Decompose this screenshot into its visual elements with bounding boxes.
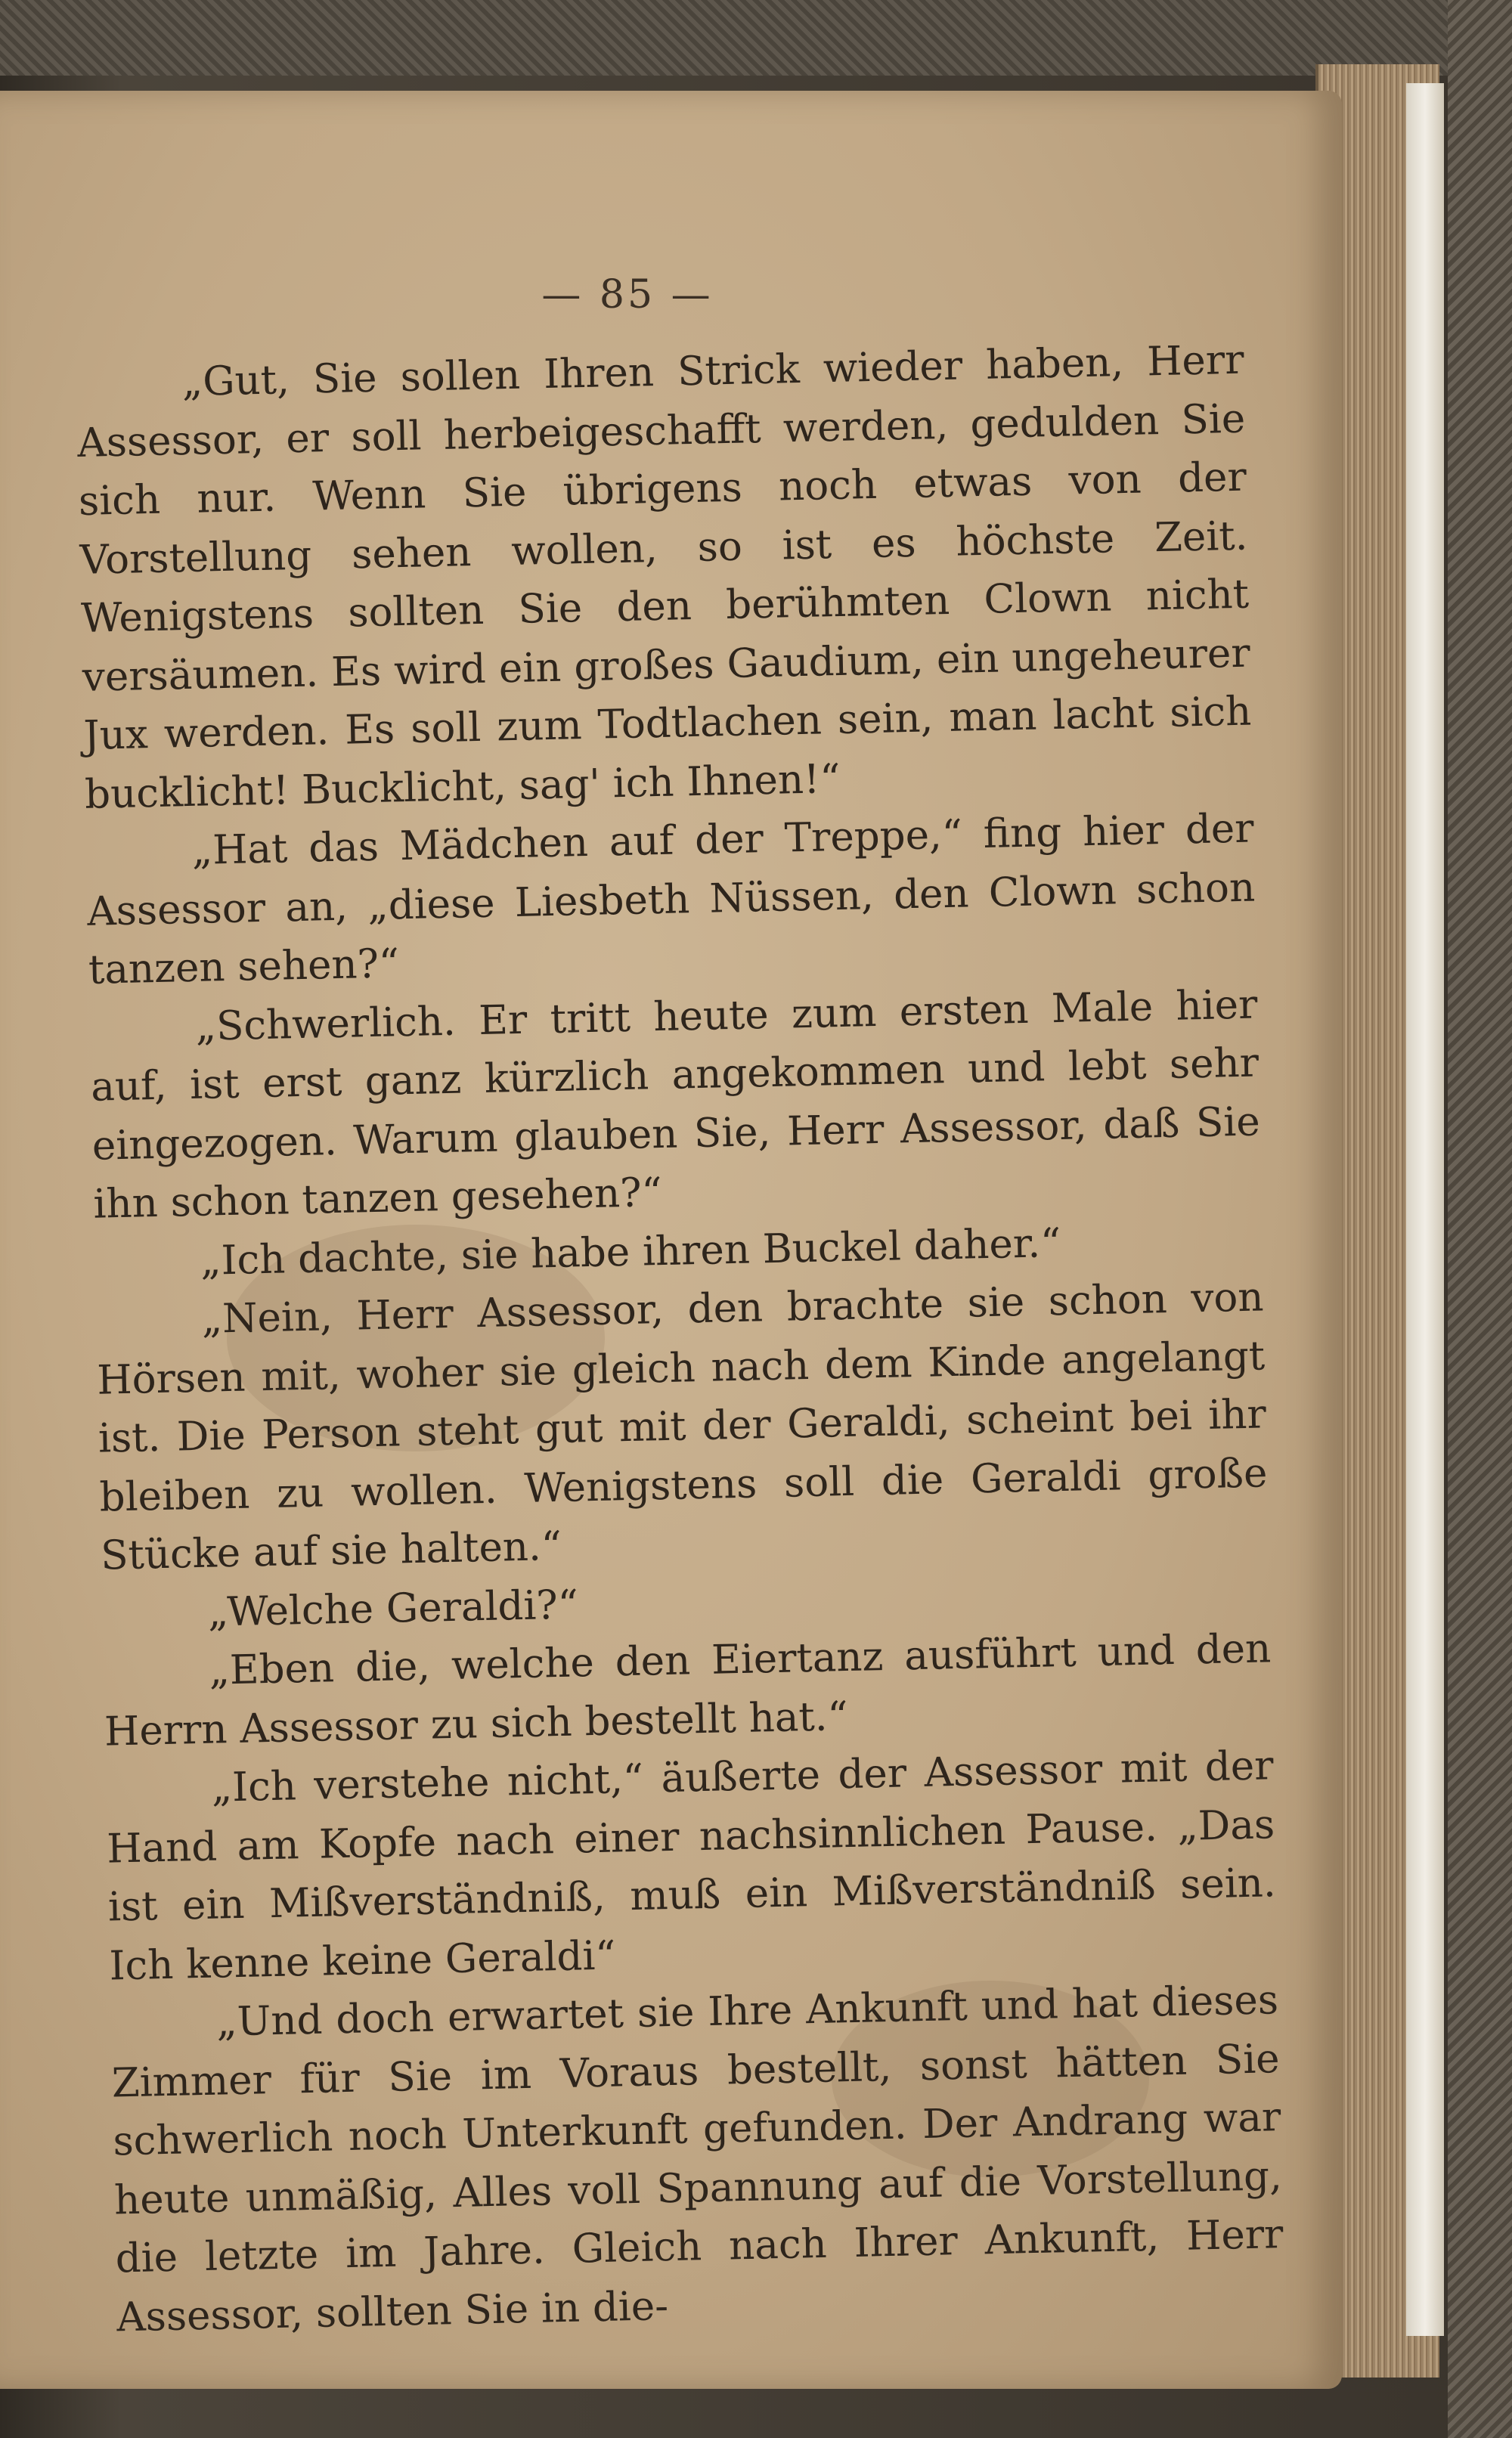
paragraph: „Hat das Mädchen auf der Treppe,“ fing hier der Assessor an, „diese Liesbeth Nüssen, den Clown schon tanzen sehen?“ <box>86 805 1256 993</box>
paragraph: „Schwerlich. Er tritt heute zum ersten Male hier auf, ist erst ganz kürzlich angekommen und lebt sehr eingezogen. Warum glauben Sie, Herr Assessor, daß Sie ihn schon tanzen gesehen?“ <box>90 980 1261 1228</box>
paragraph: „Und doch erwartet sie Ihre Ankunft und hat dieses Zimmer für Sie im Voraus bestellt, sonst hätten Sie schwerlich noch Unterkunft gefunden. Der Andrang war heute unmäßig, Alles voll Spannung auf die Vorstellung, die letzte im Jahre. Gleich nach Ihrer Ankunft, Herr Assessor, sollten Sie in die- <box>111 1977 1284 2340</box>
paragraph: „Welche Geraldi?“ <box>207 1581 579 1636</box>
paragraph: „Ich dachte, sie habe ihren Buckel daher.“ <box>200 1219 1061 1284</box>
paragraph: „Eben die, welche den Eiertanz ausführt und den Herrn Assessor zu sich bestellt hat.“ <box>104 1625 1272 1755</box>
paragraph: „Gut, Sie sollen Ihren Strick wieder haben, Herr Assessor, er soll herbeigeschafft werden, gedulden Sie sich nur. Wenn Sie übrigens noch etwas von der Vorstellung sehen wollen, so ist es höchste Zeit. Wenigstens sollten Sie den berühmten Clown nicht versäumen. Es wird ein großes Gaudium, ein ungeheurer Jux werden. Es soll zum Todtlachen sein, man lacht sich bucklicht! Bucklicht, sag' ich Ihnen!“ <box>76 336 1252 818</box>
paragraph: „Ich verstehe nicht,“ äußerte der Assessor mit der Hand am Kopfe nach einer nachsinnlichen Pause. „Das ist ein Mißverständniß, muß ein Mißverständniß sein. Ich kenne keine Geraldi“ <box>106 1743 1277 1990</box>
paragraph: „Nein, Herr Assessor, den brachte sie schon von Hörsen mit, woher sie gleich nach dem Kinde angelangt ist. Die Person steht gut mit der Geraldi, scheint bei ihr bleiben zu wollen. Wenigstens soll die Geraldi große Stücke auf sie halten.“ <box>96 1274 1268 1579</box>
page-number: — 85 — <box>541 272 714 318</box>
book-page <box>0 91 1342 2389</box>
book-cover-right-edge <box>1448 0 1512 2438</box>
page-text <box>76 331 1285 2347</box>
page-edges-light <box>1406 83 1444 2336</box>
book-cover-top-edge <box>0 0 1512 76</box>
